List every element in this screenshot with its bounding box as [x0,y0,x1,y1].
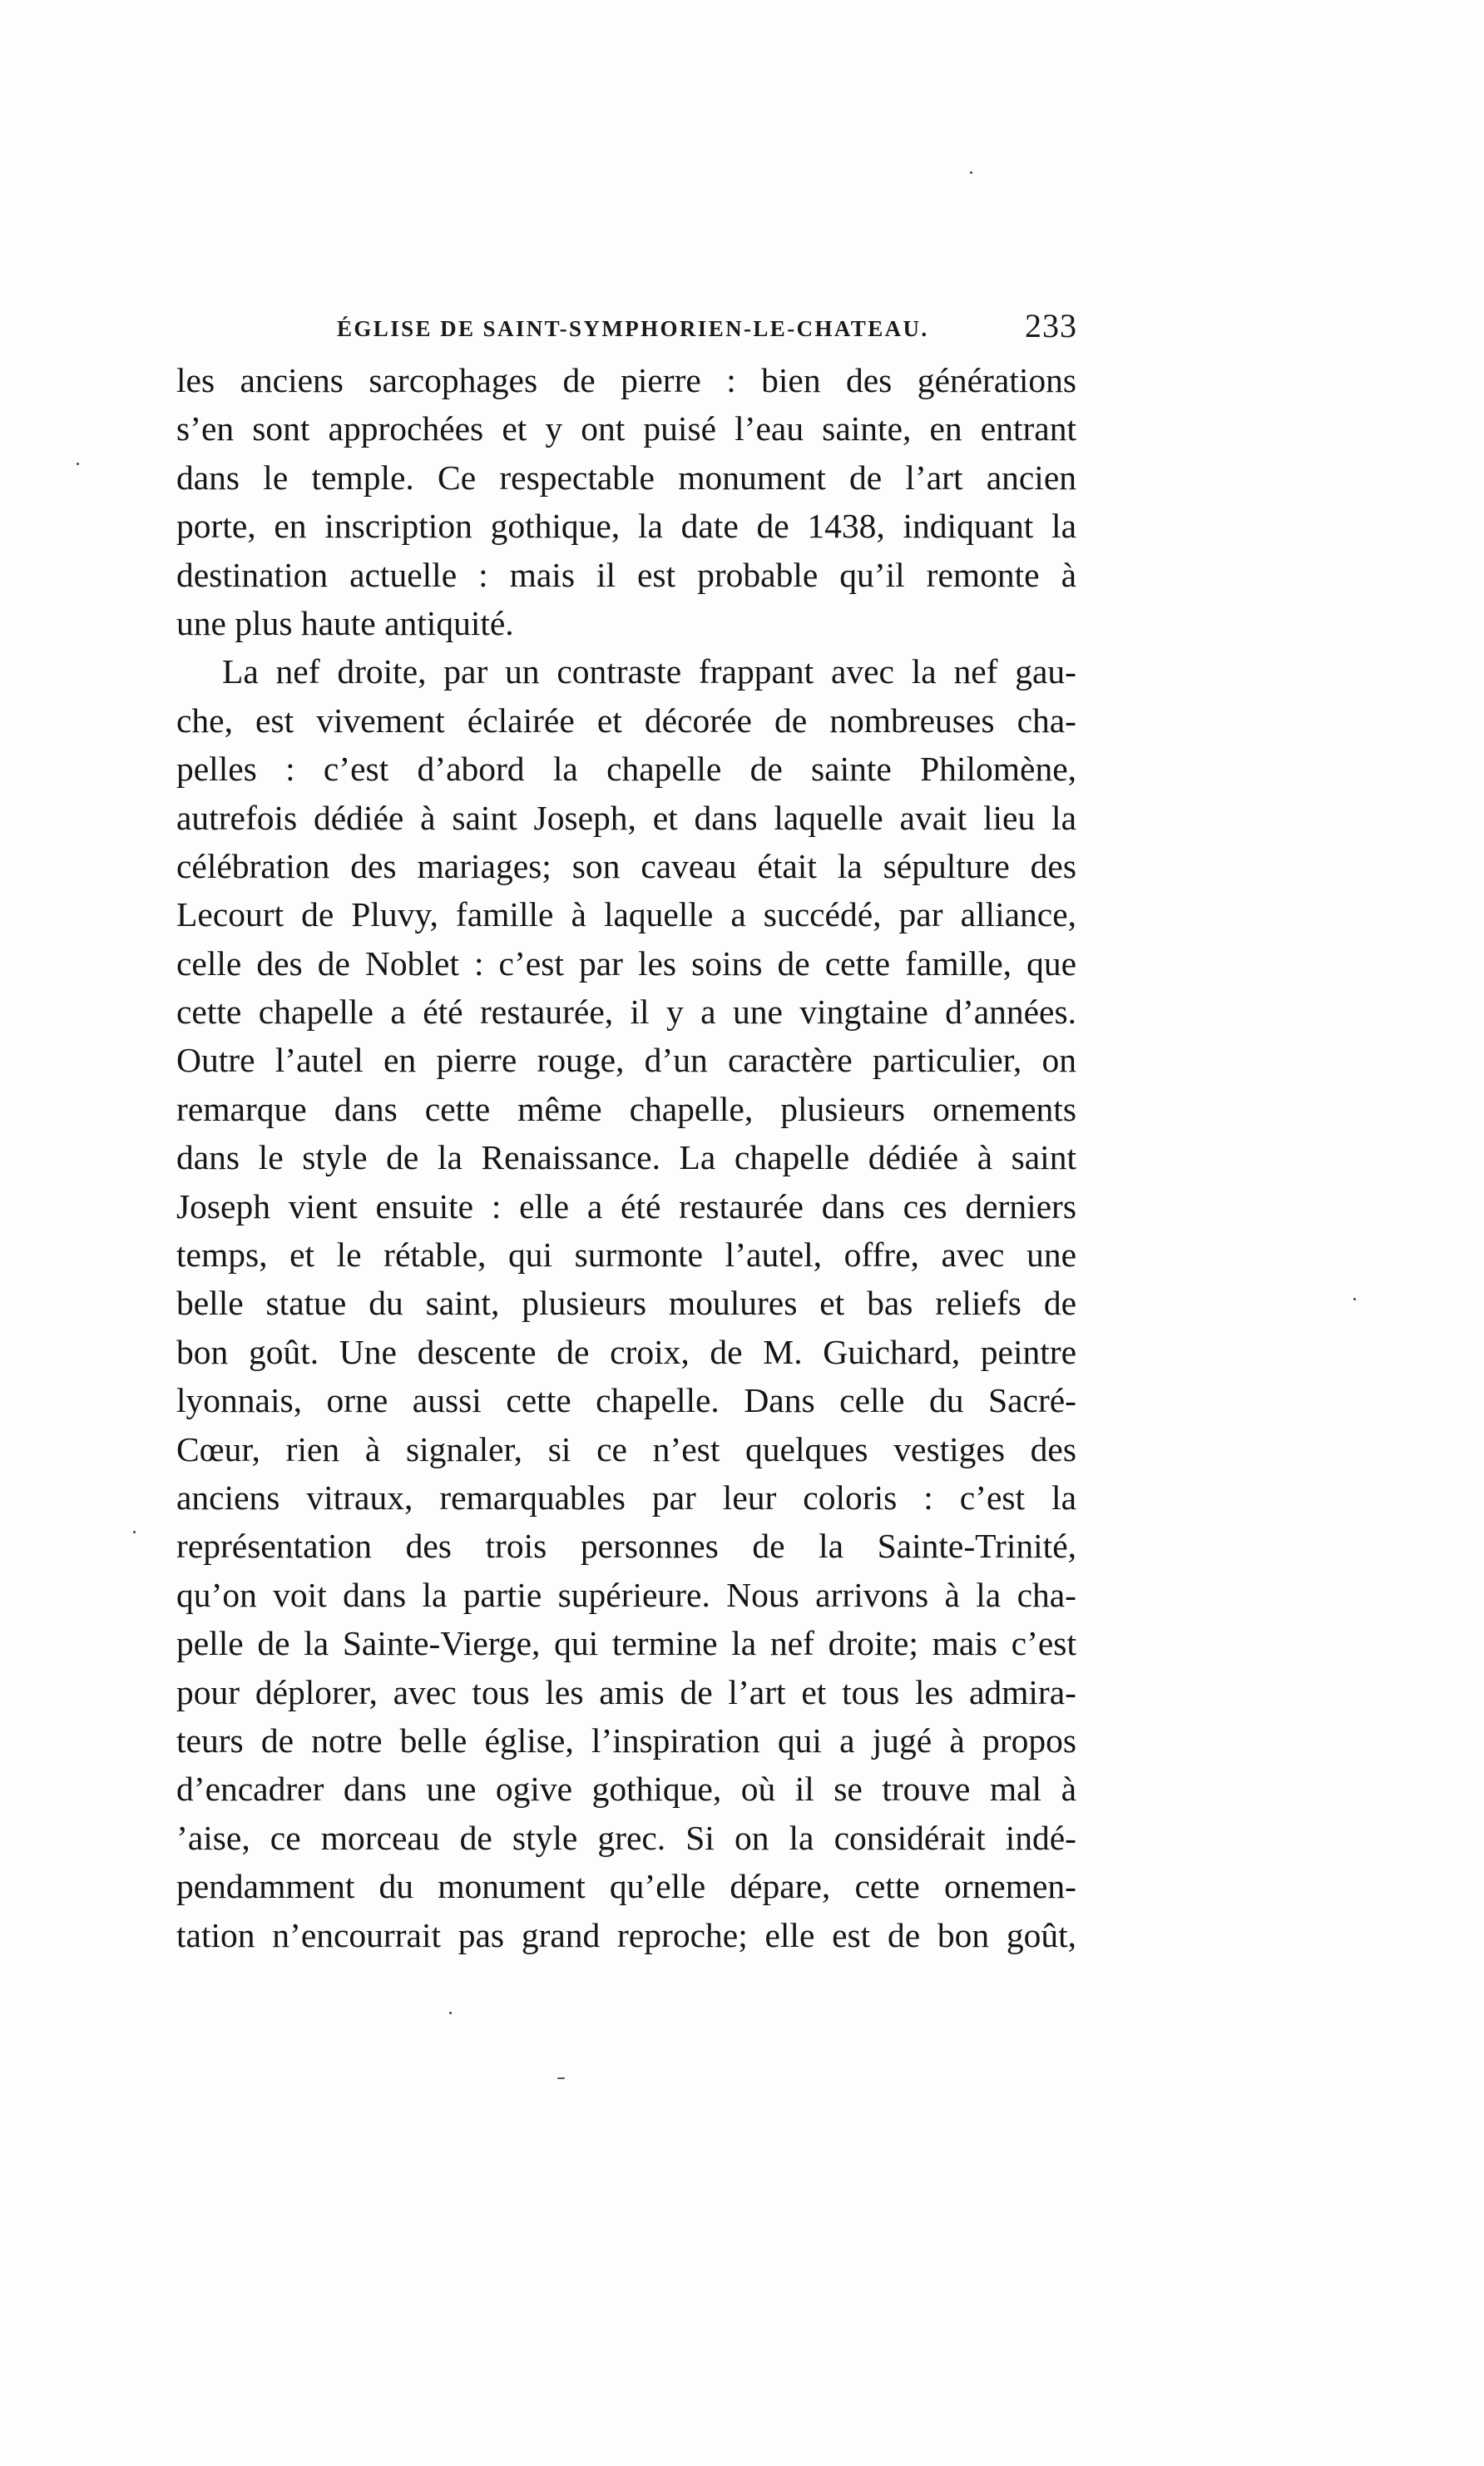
running-header [179,305,1077,354]
text-line: bon goût. Une descente de croix, de M. Guichard, peintre [176,1332,1076,1371]
ink-speck [449,2012,452,2014]
ink-speck [1353,1298,1356,1300]
text-line: Lecourt de Pluvy, famille à laquelle a succédé, par alliance, [176,895,1076,934]
ink-speck [133,1531,136,1533]
text-line: pour déplorer, avec tous les amis de l’art et tous les admira- [176,1672,1076,1711]
text-line: dans le temple. Ce respectable monument de l’art ancien [176,458,1076,497]
text-line: anciens vitraux, remarquables par leur coloris : c’est la [176,1478,1076,1517]
text-line: tation n’encourrait pas grand reproche; elle est de bon goût, [176,1915,1076,1954]
text-line: pelle de la Sainte-Vierge, qui termine la nef droite; mais c’est [176,1624,1076,1663]
ink-speck [557,2077,565,2079]
text-line: temps, et le rétable, qui surmonte l’autel, offre, avec une [176,1235,1076,1275]
ink-speck [77,463,79,465]
text-line: destination actuelle : mais il est probable qu’il remonte à [176,555,1076,594]
text-line: lyonnais, orne aussi cette chapelle. Dans celle du Sacré- [176,1381,1076,1420]
text-line: Cœur, rien à signaler, si ce n’est quelques vestiges des [176,1429,1076,1468]
body-text [176,356,1076,1959]
text-line: dans le style de la Renaissance. La chapelle dédiée à saint [176,1138,1076,1177]
ink-speck [970,171,972,174]
text-line: Joseph vient ensuite : elle a été restaurée dans ces derniers [176,1186,1076,1226]
text-line: s’en sont approchées et y ont puisé l’eau sainte, en entrant [176,409,1076,448]
text-line: qu’on voit dans la partie supérieure. Nous arrivons à la cha- [176,1575,1076,1614]
text-line: les anciens sarcophages de pierre : bien des générations [176,361,1076,399]
text-line: teurs de notre belle église, l’inspiration qui a jugé à propos [176,1721,1076,1760]
text-line: porte, en inscription gothique, la date de 1438, indiquant la [176,507,1076,546]
text-line: d’encadrer dans une ogive gothique, où il se trouve mal à [176,1770,1076,1809]
text-line: belle statue du saint, plusieurs moulures et bas reliefs de [176,1284,1076,1323]
running-title: ÉGLISE DE SAINT-SYMPHORIEN-LE-CHATEAU. [337,316,929,341]
text-line: représentation des trois personnes de la Sainte-Trinité, [176,1527,1076,1566]
text-line: ’aise, ce morceau de style grec. Si on la considérait indé- [176,1818,1076,1857]
text-line: pendamment du monument qu’elle dépare, cette ornemen- [176,1867,1076,1906]
text-line: autrefois dédiée à saint Joseph, et dans laquelle avait lieu la [176,798,1076,837]
page-number: 233 [1025,307,1077,344]
text-line: remarque dans cette même chapelle, plusieurs ornements [176,1089,1076,1128]
text-line: La nef droite, par un contraste frappant avec la nef gau- [222,652,1076,691]
text-line: cette chapelle a été restaurée, il y a une vingtaine d’années. [176,993,1076,1032]
text-line: pelles : c’est d’abord la chapelle de sainte Philomène, [176,750,1076,789]
text-line: célébration des mariages; son caveau était la sépulture des [176,846,1076,885]
text-line: Outre l’autel en pierre rouge, d’un caractère particulier, on [176,1041,1076,1080]
text-line: celle des de Noblet : c’est par les soins de cette famille, que [176,943,1076,983]
text-line: une plus haute antiquité. [176,603,514,642]
text-line: che, est vivement éclairée et décorée de nombreuses cha- [176,701,1076,740]
